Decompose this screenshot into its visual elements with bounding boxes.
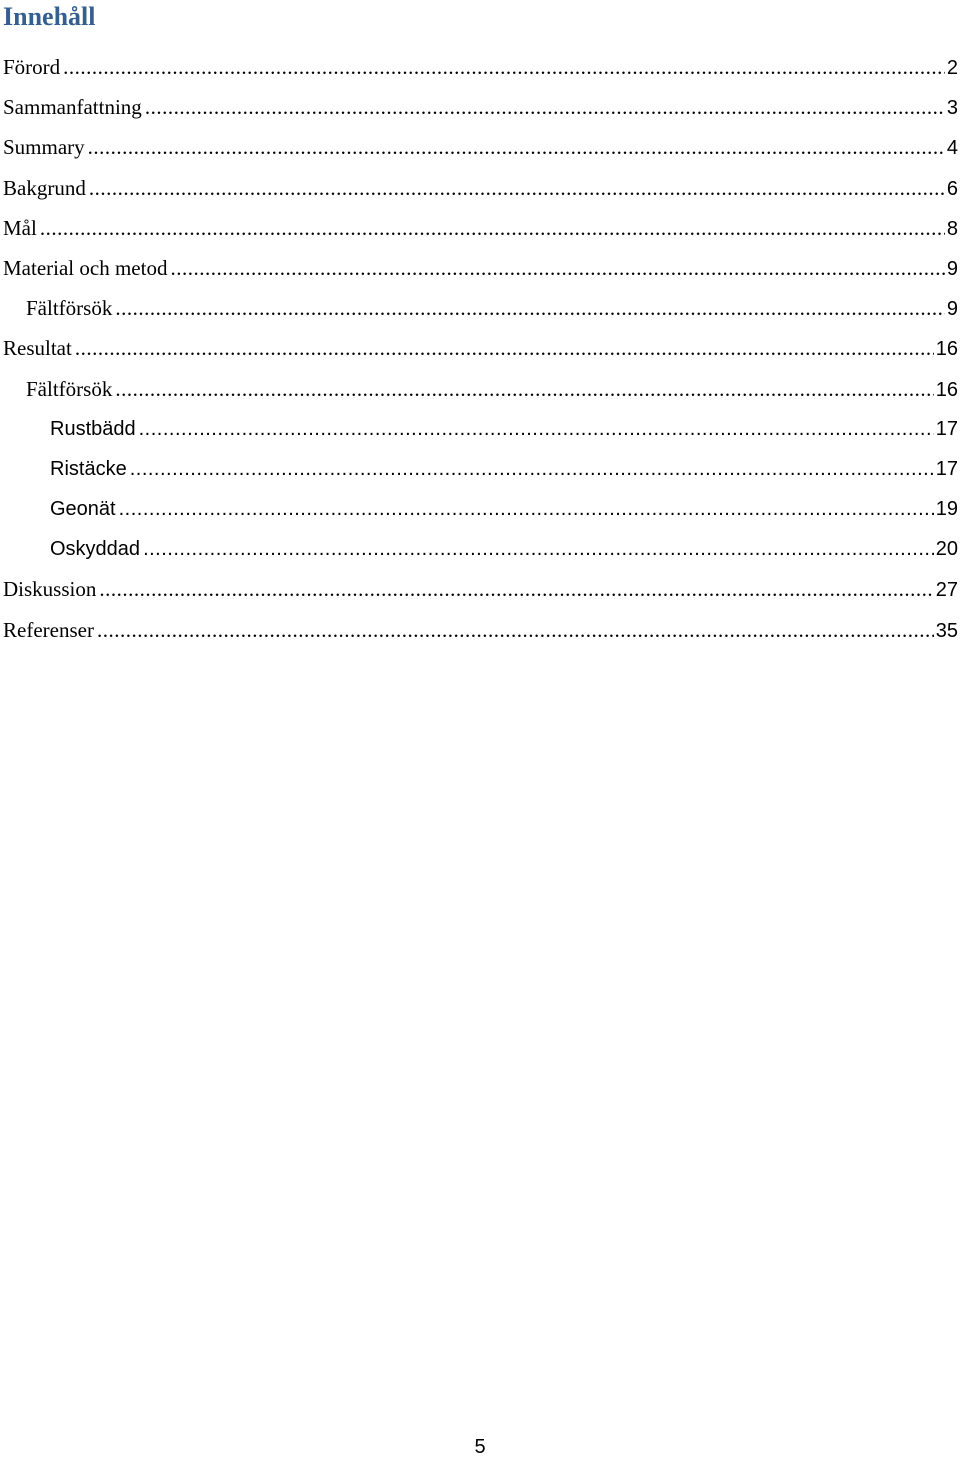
toc-entry[interactable] [0, 529, 960, 569]
toc-entry-page: 2 [946, 57, 958, 79]
toc-dot-leader [170, 248, 944, 288]
toc-entry-page: 17 [935, 457, 958, 480]
toc-entry-page: 27 [935, 579, 958, 602]
toc-entry[interactable] [0, 409, 960, 449]
toc-entry[interactable] [0, 248, 960, 288]
toc-entry-label: Diskussion [3, 577, 97, 602]
toc-entry-label: Geonät [50, 498, 116, 521]
toc-dot-leader [40, 208, 945, 248]
page-number: 5 [474, 1436, 486, 1458]
toc-entry-label: Ristäcke [50, 457, 127, 480]
toc-dot-leader [145, 87, 945, 127]
toc-entry[interactable] [0, 47, 960, 87]
toc-entry-page: 9 [946, 257, 958, 280]
toc-entry-label: Summary [3, 135, 85, 160]
toc-entry[interactable] [0, 489, 960, 529]
toc-dot-leader [119, 489, 934, 529]
toc-entry-page: 9 [946, 298, 958, 321]
table-of-contents [0, 47, 960, 650]
toc-dot-leader [63, 47, 945, 87]
toc-entry[interactable] [0, 208, 960, 248]
toc-dot-leader [88, 127, 945, 167]
toc-entry-label: Fältförsök [26, 296, 113, 321]
toc-entry-page: 35 [935, 619, 958, 642]
toc-entry-page: 3 [946, 97, 958, 120]
toc-dot-leader [115, 369, 933, 409]
toc-entry-page: 20 [935, 538, 958, 561]
toc-entry-page: 16 [935, 338, 958, 361]
toc-entry[interactable] [0, 127, 960, 167]
toc-dot-leader [130, 449, 934, 489]
toc-entry[interactable] [0, 449, 960, 489]
toc-dot-leader [143, 529, 934, 569]
toc-entry-label: Material och metod [3, 255, 168, 280]
toc-entry-page: 16 [935, 378, 958, 401]
toc-entry-label: Sammanfattning [3, 95, 142, 120]
toc-entry[interactable] [0, 87, 960, 127]
toc-entry-page: 19 [935, 498, 958, 521]
toc-entry-label: Rustbädd [50, 417, 136, 440]
toc-entry[interactable] [0, 288, 960, 328]
toc-entry[interactable] [0, 610, 960, 650]
toc-entry[interactable] [0, 328, 960, 368]
toc-entry-label: Oskyddad [50, 538, 141, 561]
toc-dot-leader [75, 328, 934, 368]
toc-dot-leader [97, 610, 934, 650]
toc-entry-label: Fältförsök [26, 376, 113, 401]
toc-entry-page: 8 [946, 217, 958, 240]
toc-entry[interactable] [0, 569, 960, 609]
toc-entry-label: Referenser [3, 617, 94, 642]
toc-dot-leader [99, 569, 933, 609]
toc-dot-leader [89, 168, 945, 208]
toc-entry-label: Mål [3, 215, 37, 240]
toc-entry[interactable] [0, 369, 960, 409]
toc-entry-label: Bakgrund [3, 175, 86, 200]
toc-entry-page: 4 [946, 137, 958, 160]
toc-entry-label: Resultat [3, 336, 72, 361]
toc-heading: Innehåll [3, 2, 96, 31]
toc-entry[interactable] [0, 168, 960, 208]
toc-entry-page: 17 [935, 417, 958, 440]
toc-dot-leader [139, 409, 934, 449]
toc-dot-leader [115, 288, 945, 328]
toc-entry-label: Förord [3, 55, 61, 79]
toc-entry-page: 6 [946, 177, 958, 200]
